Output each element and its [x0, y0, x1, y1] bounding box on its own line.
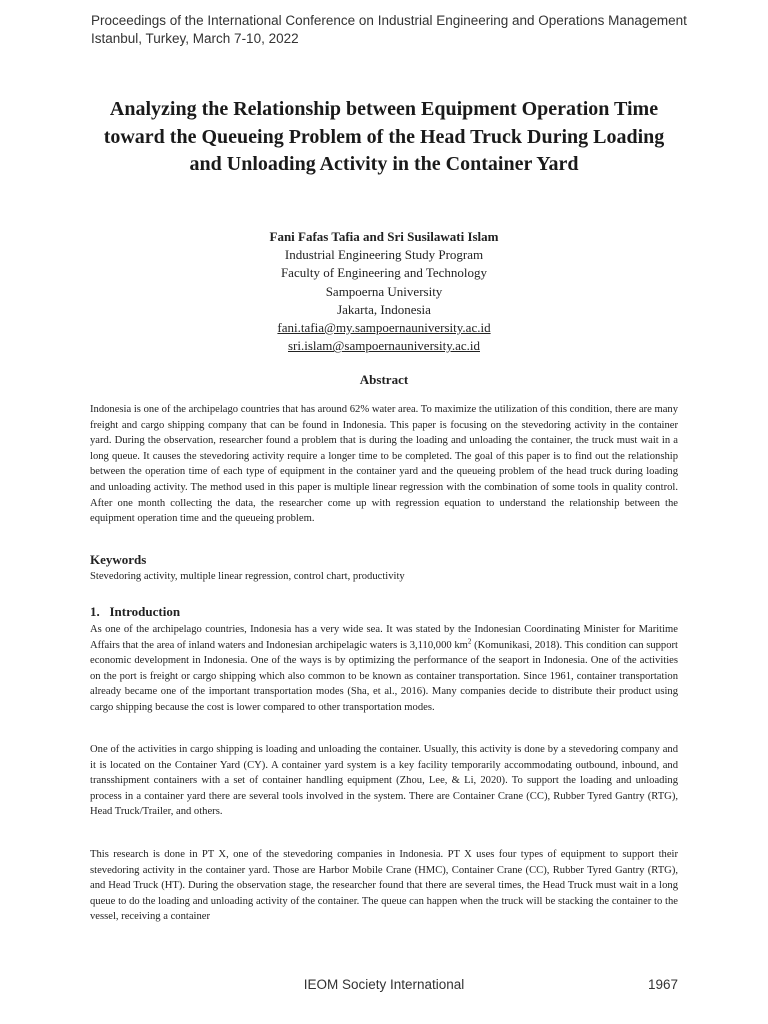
keywords-heading: Keywords — [90, 552, 147, 567]
footer-society: IEOM Society International — [303, 977, 465, 992]
intro-paragraph-1 — [90, 622, 678, 716]
paper-title: Analyzing the Relationship between Equipment Operation Time toward the Queueing Problem of the Head Truck During Loading and Unloading Activity in the Container Yard — [103, 98, 665, 175]
introduction-heading: 1. Introduction — [90, 604, 181, 619]
intro-paragraph-3: This research is done in PT X, one of the stevedoring companies in Indonesia. PT X uses four types of equipment to support their stevedoring activity in the container yard. Those are Harbor Mobile Crane (HMC), Container Crane (CC), Rubber Tyred Gantry (RTG), and Head Truck (HT). During the observation stage, the researcher found that there are several times, the Head Truck must wait in a long queue to do the loading and unloading activity of the container. The queue can happen when the truck will be stacking the container to the vessel, receiving a container — [90, 849, 678, 923]
abstract-text: Indonesia is one of the archipelago countries that has around 62% water area. To maximize the utilization of this condition, there are many freight and cargo shipping company that can be found in Indonesia. This paper is focusing on the stevedoring activity in the container yard. During the observation, researcher found a problem that is during the loading and unloading the container, the truck must wait in a long queue. It causes the stevedoring activity require a longer time to be completed. The goal of this paper is to find out the relationship between the operation time of each type of equipment in the container yard and the queueing problem of the head truck during loading and unloading activity. The method used in this paper is multiple linear regression with the combination of some tools in quality control. After one month collecting the data, the researcher come up with regression equation to understand the relationship between the equipment operation time and the queueing problem. — [90, 404, 678, 525]
header-location-date: Istanbul, Turkey, March 7-10, 2022 — [91, 31, 299, 46]
author-university: Sampoerna University — [325, 283, 443, 299]
superscript-two: 2 — [467, 637, 472, 646]
author-block — [90, 228, 678, 355]
intro-p1-text: As one of the archipelago countries, Indonesia has a very wide sea. It was stated by the Indonesian Coordinating Minister for Maritime Affairs that the area of inland waters and Indonesian archipelagic waters is 3,110,000 km — [90, 624, 678, 651]
header-conference: Proceedings of the International Conference on Industrial Engineering and Operations Management — [91, 13, 687, 28]
coauthor-email-link[interactable]: sri.islam@sampoernauniversity.ac.id — [288, 338, 480, 354]
abstract-heading: Abstract — [359, 372, 409, 387]
author-email-link[interactable]: fani.tafia@my.sampoernauniversity.ac.id — [277, 320, 491, 336]
page-number: 1967 — [647, 977, 678, 992]
author-faculty: Faculty of Engineering and Technology — [280, 265, 488, 281]
author-names: Fani Fafas Tafia and Sri Susilawati Islam — [269, 229, 499, 244]
author-program: Industrial Engineering Study Program — [284, 247, 484, 263]
author-location: Jakarta, Indonesia — [337, 301, 431, 317]
keywords-text: Stevedoring activity, multiple linear regression, control chart, productivity — [90, 571, 405, 582]
intro-paragraph-2: One of the activities in cargo shipping is loading and unloading the container. Usually, this activity is done by a stevedoring company and it is located on the Container Yard (CY). A container yard system is a key facility temporarily accommodating outbound, inbound, and transshipment containers with a set of container handling equipment (Zhou, Lee, & Li, 2020). To support the loading and unloading process in a container yard there are several tools involved in the system. There are Container Crane (CC), Rubber Tyred Gantry (RTG), Head Truck/Trailer, and others. — [90, 744, 678, 818]
intro-p1-text-cont: (Komunikasi, 2018). This condition can support economic development in Indonesia. One of the ways is by optimizing the performance of the seaport in Indonesia. One of the activities on the port is freight or cargo shipping which also common to be known as container transportation. Since 1961, container transportation already became one of the important transportation modes (Sha, et al., 2016). Many companies decide to distribute their product using cargo shipping because the cost is lower compared to other transportation modes. — [90, 639, 678, 713]
proceedings-header — [91, 12, 687, 48]
